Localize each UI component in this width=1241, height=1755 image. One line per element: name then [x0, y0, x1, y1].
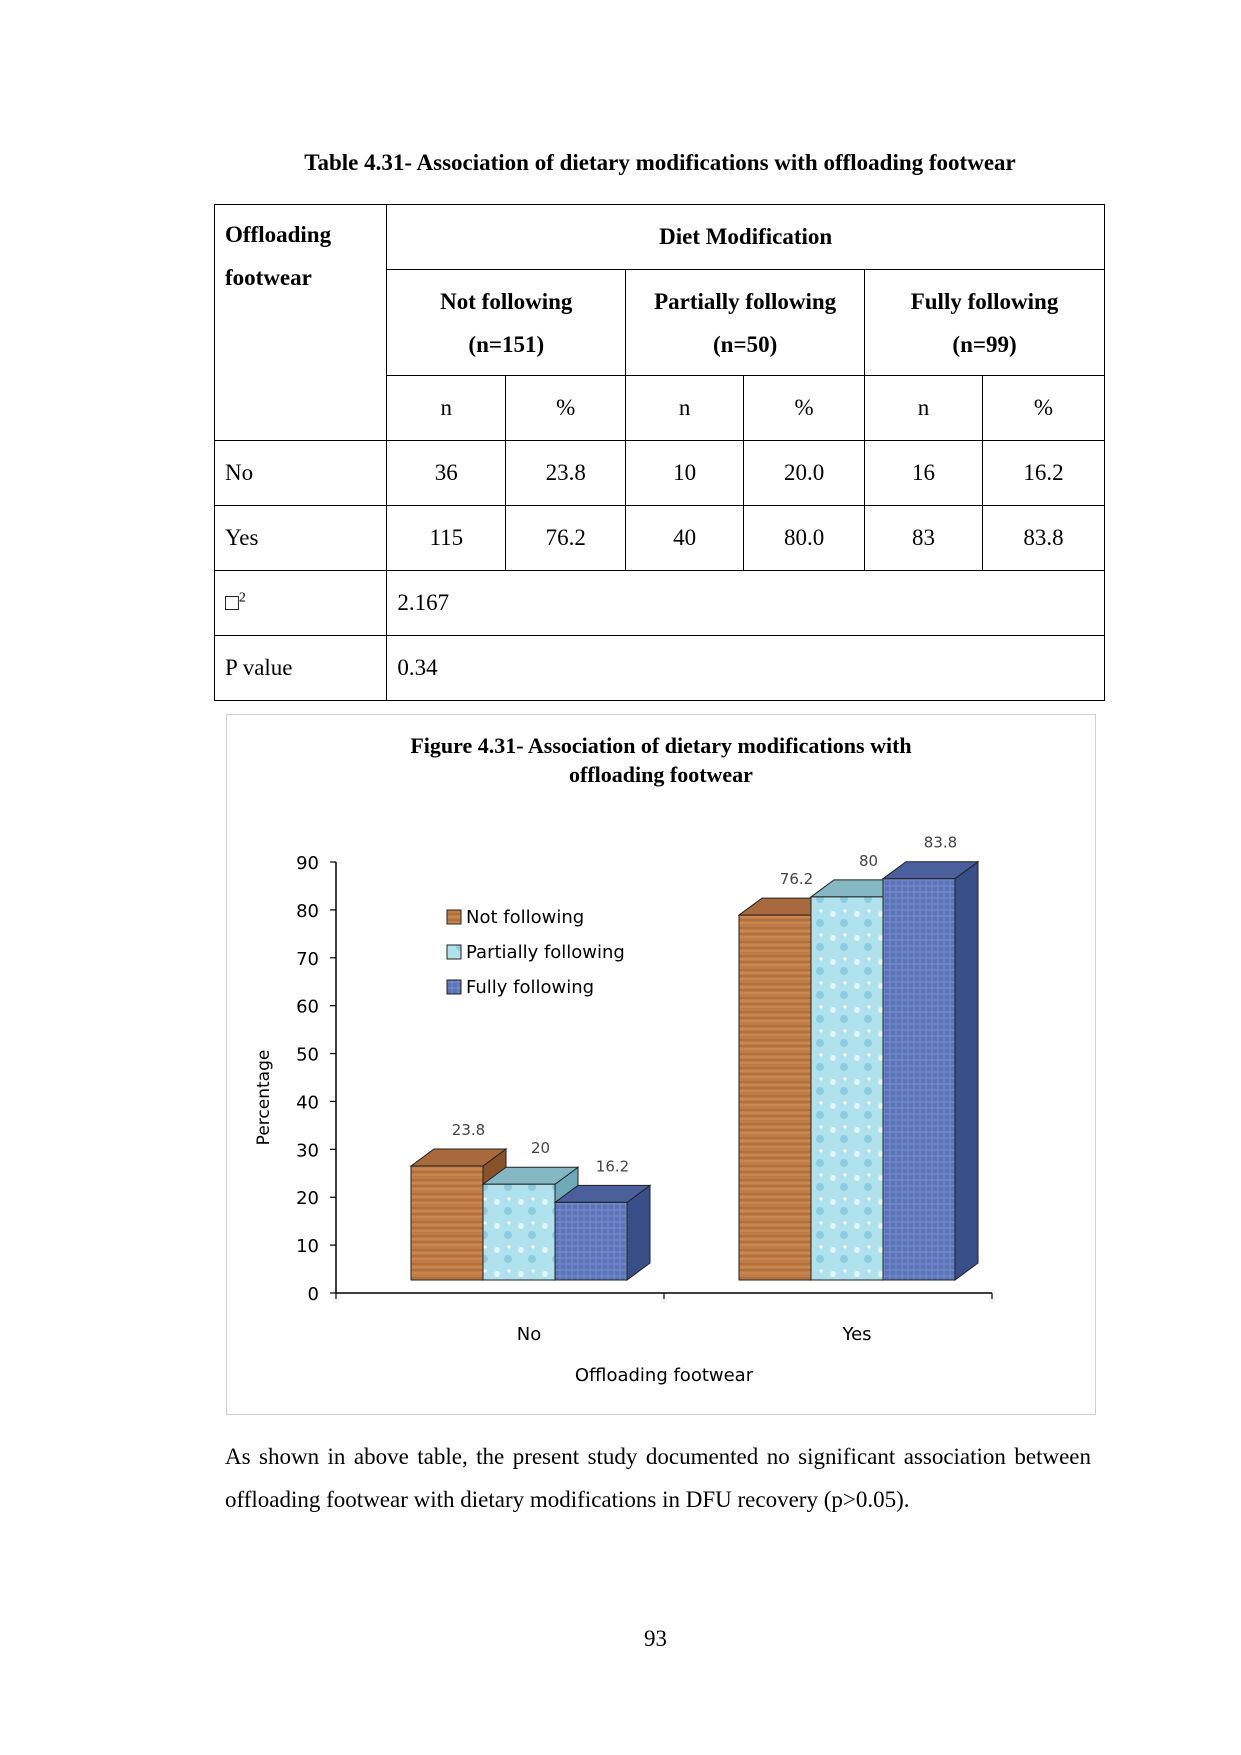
- chi-superscript: 2: [238, 590, 246, 606]
- table-row: [215, 571, 1105, 636]
- body-paragraph: As shown in above table, the present study documented no significant association between offloading footwear with dietary modifications in DFU recovery (p>0.05).: [225, 1444, 1091, 1512]
- table-cell: 16.2: [982, 441, 1104, 506]
- y-tick-label: 50: [296, 1044, 319, 1066]
- chi-glyph: □: [225, 590, 239, 615]
- x-tick-label: Yes: [842, 1324, 872, 1345]
- row-header-offloading-footwear: Offloading footwear: [215, 205, 387, 441]
- sub-header-percent: %: [506, 376, 626, 441]
- group-header-fully-following: [865, 270, 1105, 376]
- bar-chart: [227, 715, 1095, 1414]
- data-label: 83.8: [923, 833, 958, 852]
- table-cell: 23.8: [506, 441, 626, 506]
- y-tick-label: 40: [296, 1092, 319, 1114]
- y-tick-label: 30: [296, 1140, 319, 1162]
- table-cell: 83.8: [982, 506, 1104, 571]
- bar: [811, 897, 883, 1280]
- group-n: (n=99): [952, 331, 1017, 357]
- bar: [411, 1166, 483, 1280]
- diet-modification-header: Diet Modification: [387, 205, 1105, 270]
- group-n: (n=151): [468, 331, 545, 357]
- association-table: [214, 204, 1105, 701]
- group-header-partially-following: [626, 270, 865, 376]
- legend-swatch: [447, 945, 461, 959]
- bar: [555, 1202, 627, 1280]
- figure-title-line2: offloading footwear: [569, 762, 753, 787]
- y-tick-label: 20: [296, 1188, 319, 1210]
- sub-header-percent: %: [744, 376, 865, 441]
- group-label: Partially following: [654, 288, 837, 314]
- chi-square-value: 2.167: [387, 571, 1105, 636]
- legend-label: Fully following: [466, 977, 595, 998]
- sub-header-percent: %: [982, 376, 1104, 441]
- table-title: Table 4.31- Association of dietary modifications with offloading footwear: [304, 150, 1016, 175]
- data-label: 76.2: [779, 870, 814, 889]
- figure-title-line1: Figure 4.31- Association of dietary modifications with: [410, 733, 912, 758]
- table-cell: 20.0: [744, 441, 865, 506]
- sub-header-n: n: [387, 376, 506, 441]
- x-tick-label: No: [516, 1324, 542, 1345]
- table-cell: 40: [626, 506, 744, 571]
- y-tick-label: 60: [296, 996, 319, 1018]
- data-label: 16.2: [595, 1157, 630, 1176]
- bar-side: [955, 862, 978, 1280]
- table-cell: 76.2: [506, 506, 626, 571]
- sub-header-n: n: [626, 376, 744, 441]
- legend-swatch: [447, 910, 461, 924]
- figure-title: [227, 731, 1095, 789]
- y-tick-label: 90: [296, 853, 319, 874]
- bar: [883, 879, 955, 1280]
- data-label: 23.8: [451, 1121, 486, 1140]
- table-cell: 83: [865, 506, 983, 571]
- group-label: Fully following: [910, 288, 1059, 314]
- data-label: 20: [530, 1139, 551, 1158]
- y-tick-label: 10: [296, 1236, 319, 1258]
- x-axis-label: Offloading footwear: [574, 1365, 754, 1386]
- y-tick-label: 0: [307, 1284, 319, 1305]
- y-tick-label: 80: [296, 900, 319, 922]
- row-label: Yes: [215, 506, 387, 571]
- table-cell: 10: [626, 441, 744, 506]
- page-number: 93: [644, 1626, 667, 1651]
- table-cell: 36: [387, 441, 506, 506]
- table-cell: 115: [387, 506, 506, 571]
- bar: [483, 1184, 555, 1280]
- table-row: [215, 636, 1105, 701]
- p-value-label: P value: [215, 636, 387, 701]
- table-cell: 16: [865, 441, 983, 506]
- figure-box: [226, 714, 1096, 1415]
- group-label: Not following: [440, 288, 573, 314]
- sub-header-n: n: [865, 376, 983, 441]
- y-axis-label: Percentage: [254, 1049, 274, 1146]
- plot-area: [254, 834, 992, 1386]
- table-row: [215, 506, 1105, 571]
- table-row: [215, 441, 1105, 506]
- group-n: (n=50): [713, 331, 778, 357]
- row-label: No: [215, 441, 387, 506]
- chi-square-label: [215, 571, 387, 636]
- y-tick-label: 70: [296, 948, 319, 970]
- table-cell: 80.0: [744, 506, 865, 571]
- bar: [739, 915, 811, 1280]
- legend-label: Not following: [466, 907, 585, 928]
- group-header-not-following: [387, 270, 626, 376]
- p-value: 0.34: [387, 636, 1105, 701]
- data-label: 80: [858, 851, 879, 870]
- legend-label: Partially following: [466, 942, 625, 963]
- legend-swatch: [447, 980, 461, 994]
